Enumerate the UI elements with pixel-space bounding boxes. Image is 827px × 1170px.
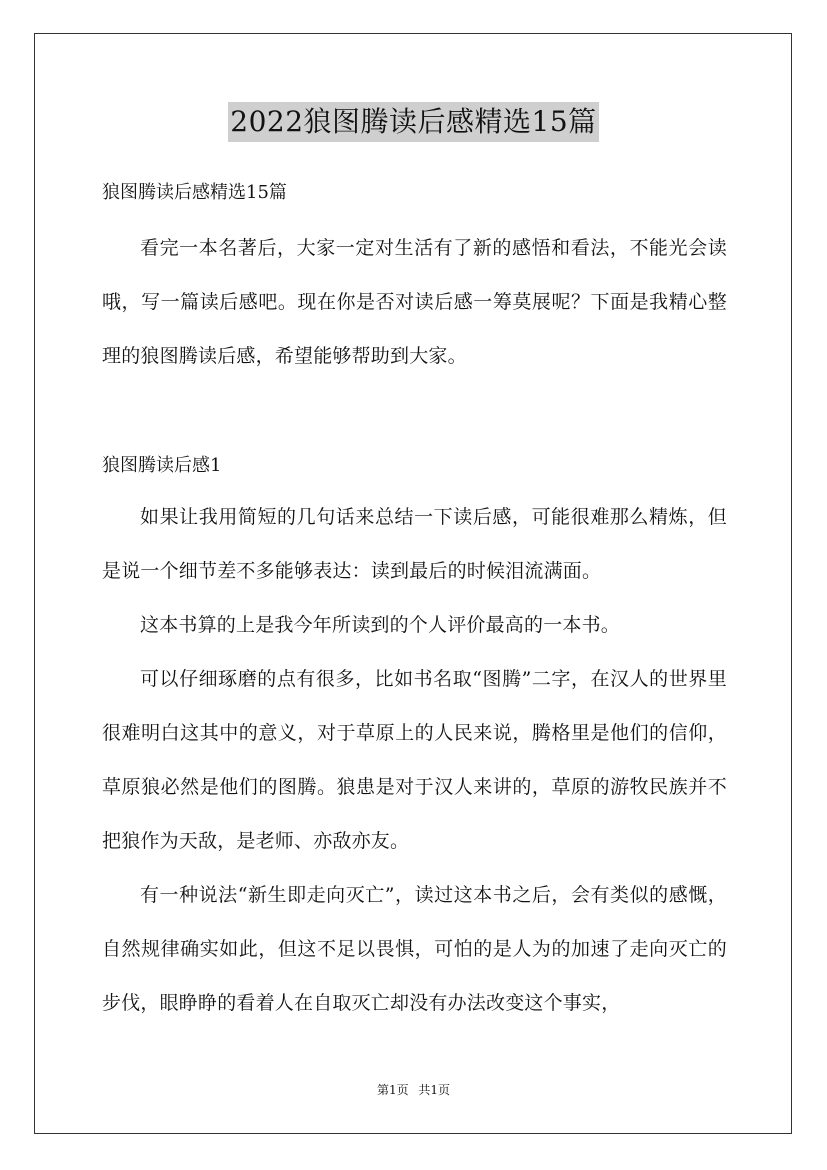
page-total: 共1页 bbox=[418, 1083, 451, 1097]
page-footer bbox=[0, 1082, 827, 1098]
body-paragraph: 如果让我用简短的几句话来总结一下读后感，可能很难那么精炼，但是说一个细节差不多能够表达：读到最后的时候泪流满面。 bbox=[102, 506, 727, 582]
document-subtitle: 狼图腾读后感精选15篇 bbox=[102, 182, 287, 203]
page-number: 第1页 bbox=[376, 1083, 409, 1097]
document-title: 2022狼图腾读后感精选15篇 bbox=[228, 102, 598, 142]
section-heading-1: 狼图腾读后感1 bbox=[102, 455, 222, 476]
body-paragraph: 可以仔细琢磨的点有很多，比如书名取“图腾”二字，在汉人的世界里很难明白这其中的意义，对于草原上的人民来说，腾格里是他们的信仰，草原狼必然是他们的图腾。狼患是对于汉人来讲的，草原的游牧民族并不把狼作为天敌，是老师、亦敌亦友。 bbox=[102, 668, 727, 852]
intro-paragraph: 看完一本名著后，大家一定对生活有了新的感悟和看法，不能光会读哦，写一篇读后感吧。现在你是否对读后感一筹莫展呢？下面是我精心整理的狼图腾读后感，希望能够帮助到大家。 bbox=[102, 237, 727, 367]
body-paragraph: 有一种说法“新生即走向灭亡”，读过这本书之后，会有类似的感慨，自然规律确实如此，但这不足以畏惧，可怕的是人为的加速了走向灭亡的步伐，眼睁睁的看着人在自取灭亡却没有办法改变这个事实， bbox=[102, 884, 727, 1014]
title-container bbox=[0, 102, 827, 142]
body-paragraph: 这本书算的上是我今年所读到的个人评价最高的一本书。 bbox=[140, 614, 621, 636]
